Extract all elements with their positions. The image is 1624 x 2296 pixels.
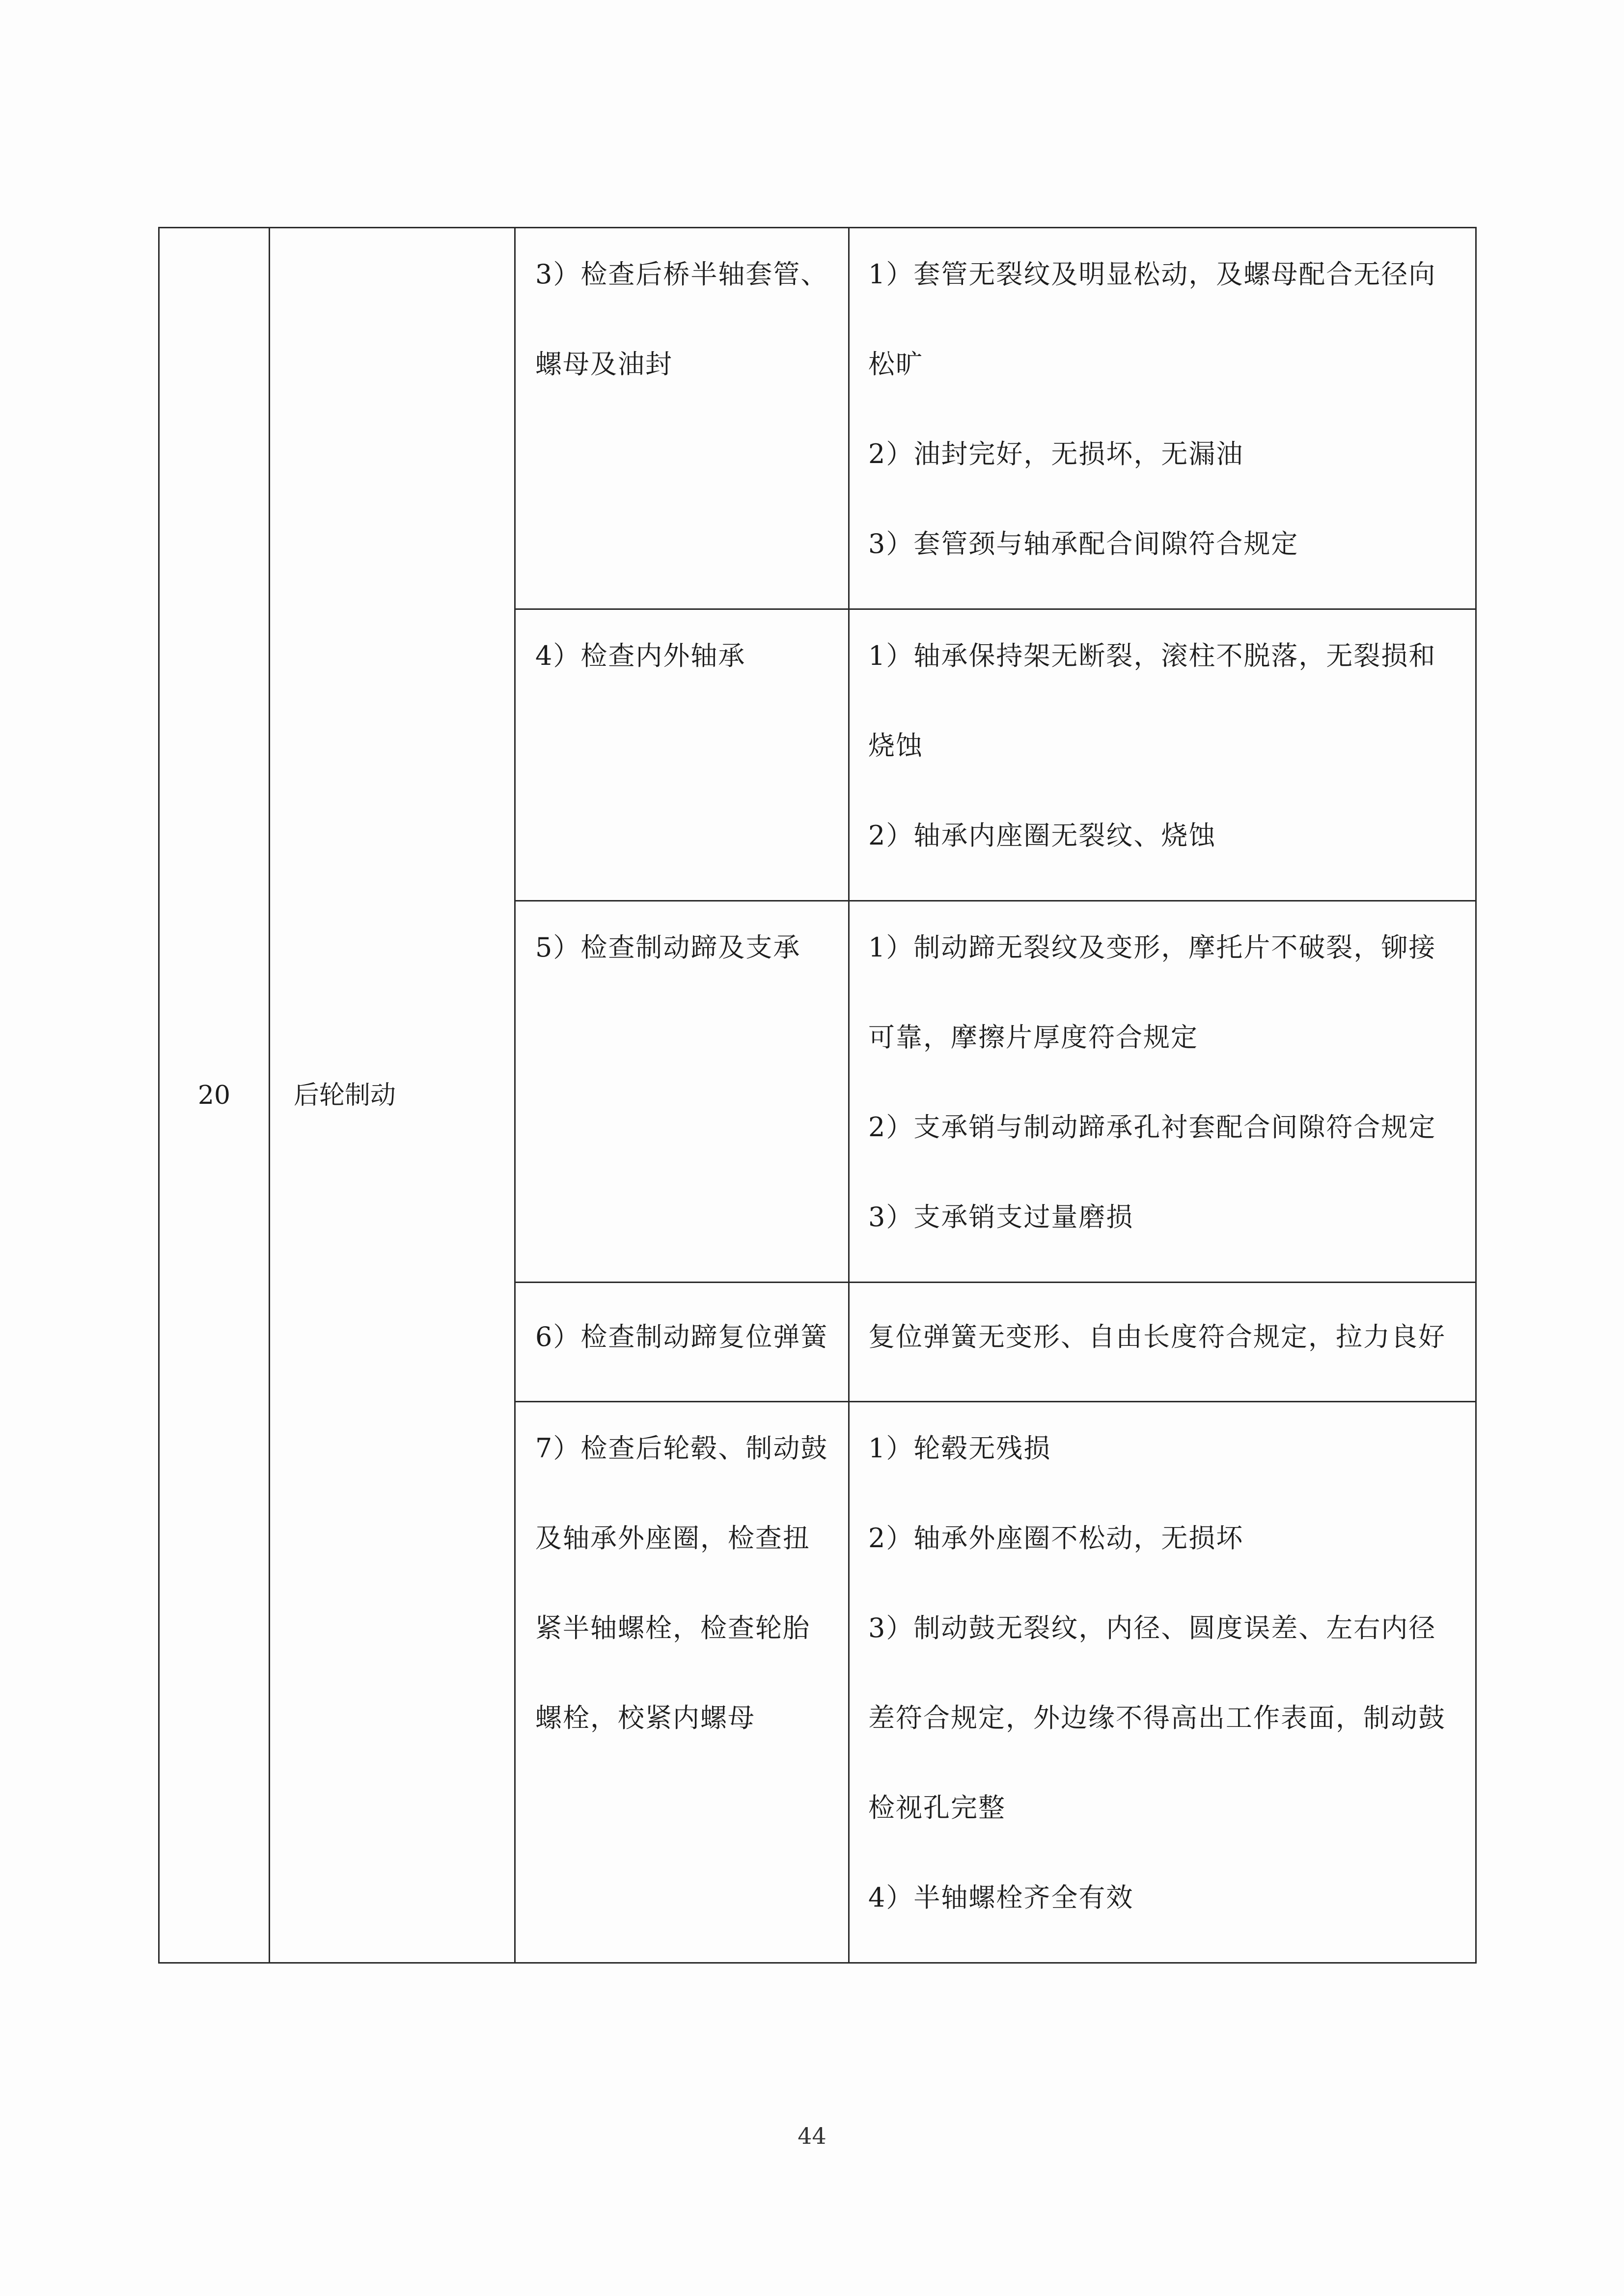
standard-line: 2）轴承外座圈不松动，无损坏 [868,1523,1244,1554]
standard-line: 1）套管无裂纹及明显松动，及螺母配合无径向 [868,259,1436,290]
standard-list [850,1372,1475,1962]
row-name-cell [270,228,515,1963]
item-text: 7）检查后轮毂、制动鼓及轴承外座圈，检查扭紧半轴螺栓，检查轮胎螺栓，校紧内螺母 [535,1433,828,1733]
inspection-table [158,227,1477,1964]
row-name: 后轮制动 [294,1080,396,1110]
standard-line: 检视孔完整 [868,1792,1006,1823]
standard-line: 2）轴承内座圈无裂纹、烧蚀 [868,820,1216,851]
item-cell [515,609,849,901]
standard-list [850,871,1475,1282]
item-text: 4）检查内外轴承 [535,640,746,671]
page-number: 44 [798,2123,826,2149]
row-number: 20 [197,1080,231,1110]
standard-list [850,198,1475,608]
standard-cell [849,609,1476,901]
standard-line: 3）制动鼓无裂纹，内径、圆度误差、左右内径 [868,1613,1436,1643]
standard-line: 4）半轴螺栓齐全有效 [868,1882,1134,1913]
row-number-cell [159,228,270,1963]
standard-line: 2）支承销与制动蹄承孔衬套配合间隙符合规定 [868,1112,1436,1143]
standard-line: 1）轮毂无残损 [868,1433,1051,1464]
standard-line: 松旷 [868,349,923,380]
item-text: 3）检查后桥半轴套管、螺母及油封 [535,259,828,380]
standard-line: 2）油封完好，无损坏，无漏油 [868,438,1244,469]
table-row [159,228,1476,609]
standard-line: 1）制动蹄无裂纹及变形，摩托片不破裂，铆接 [868,932,1436,963]
item-text: 5）检查制动蹄及支承 [535,932,801,963]
standard-line: 烧蚀 [868,730,923,761]
standard-list [850,579,1475,900]
standard-line: 3）套管颈与轴承配合间隙符合规定 [868,528,1299,559]
standard-line: 3）支承销支过量磨损 [868,1202,1134,1232]
standard-cell [849,901,1476,1283]
standard-line: 1）轴承保持架无断裂，滚柱不脱落，无裂损和 [868,640,1436,671]
item-cell [515,901,849,1283]
item-cell [515,1402,849,1963]
standard-cell [849,228,1476,609]
standard-cell [849,1402,1476,1963]
standard-line: 差符合规定，外边缘不得高出工作表面，制动鼓 [868,1702,1446,1733]
standard-line: 可靠，摩擦片厚度符合规定 [868,1022,1198,1053]
standard-line: 复位弹簧无变形、自由长度符合规定，拉力良好 [868,1321,1446,1352]
item-text: 6）检查制动蹄复位弹簧 [535,1321,828,1352]
item-cell [515,228,849,609]
